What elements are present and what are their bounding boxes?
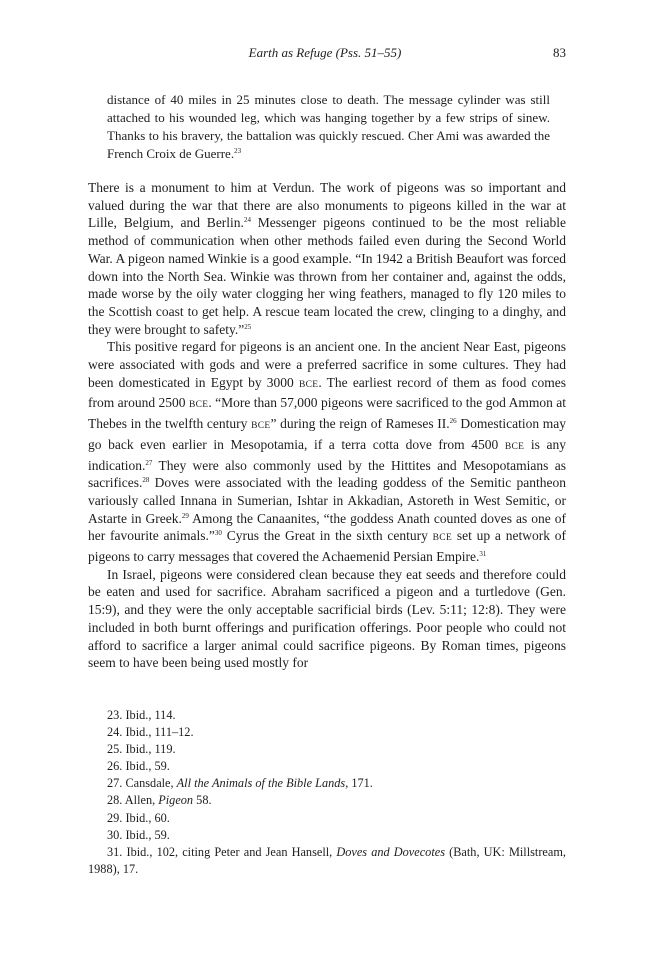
footnote-ref: 27 xyxy=(145,458,153,467)
text-run: is any indication. xyxy=(88,436,566,473)
footnote xyxy=(88,741,566,758)
text-run: ” during the reign of Rameses II. xyxy=(270,416,450,432)
text-run: , 171. xyxy=(345,776,373,791)
footnote xyxy=(88,775,566,792)
text-run: 25. Ibid., 119. xyxy=(107,742,176,757)
footnotes xyxy=(88,707,566,878)
text-run: 28. Allen, xyxy=(107,793,159,808)
body-paragraph xyxy=(88,338,566,565)
text-run: Among the Canaanites, “the goddess Anath counted doves as one of her favourite animals.” xyxy=(88,510,567,544)
era-abbreviation: BCE xyxy=(188,400,209,411)
body-paragraph xyxy=(88,566,566,672)
text-run: 29. Ibid., 60. xyxy=(107,810,170,825)
footnote xyxy=(88,792,566,809)
text-run: There is a monument to him at Verdun. The work of pigeons was so important and valued during the war that there are also monuments to pigeons killed in the war at Lille, Belgium, and Berlin. xyxy=(88,180,566,231)
text-run: . The earliest record of them as food comes from around 2500 xyxy=(88,374,566,411)
text-run: Domestication may go back even earlier in Mesopotamia, if a terra cotta dove from 4500 xyxy=(88,416,566,452)
text-run: In Israel, pigeons were considered clean because they eat seeds and therefore could be eaten and used for sacrifice. Abraham sacrificed a pigeon and a turtledove (Gen. 15:9), and they were the only acceptable sacrificial birds (Lev. 5:11; 12:8). They were included in both burnt offerings and purification offerings. Poor people who could not afford to sacrifice a larger animal could sacrifice pigeons. By Roman times, pigeons seem to have been being used mostly for xyxy=(88,566,566,671)
text-run: Doves were associated with the leading goddess of the Semitic pantheon variously called Innana in Sumerian, Ishtar in Akkadian, Astoreth in West Semitic, or Astarte in Greek. xyxy=(88,475,566,526)
text-run: Messenger pigeons continued to be the most reliable method of communication when other methods failed even during the Second World War. A pigeon named Winkie is a good example. “In 1942 a British Beaufort was forced down into the North Sea. Winkie was thrown from her container and, against the odds, made worse by the oily water clogging her wing feathers, managed to fly 120 miles to the Scottish coast to get help. A rescue team located the crew, clinging to a dinghy, and they were brought to safety.” xyxy=(88,215,566,337)
text-run: 23. Ibid., 114. xyxy=(107,708,176,722)
text-run: 58. xyxy=(193,793,212,808)
running-head xyxy=(0,45,650,65)
footnote-ref: 24 xyxy=(243,216,251,225)
footnote xyxy=(88,758,566,775)
era-abbreviation: BCE xyxy=(251,421,271,432)
footnote xyxy=(88,827,566,844)
body-text xyxy=(88,179,566,672)
page-number: 83 xyxy=(553,45,566,60)
footnote xyxy=(88,810,566,827)
footnote xyxy=(88,724,566,741)
book-title: Doves and Dovecotes xyxy=(336,844,445,859)
text-run: 24. Ibid., 111–12. xyxy=(107,725,194,740)
text-run: 26. Ibid., 59. xyxy=(107,759,170,774)
footnote-ref: 29 xyxy=(181,511,189,520)
book-title: Pigeon xyxy=(158,793,194,808)
text-run: set up a network of pigeons to carry messages that covered the Achaemenid Persian Empire. xyxy=(88,528,566,565)
body-paragraph xyxy=(88,179,566,338)
text-run: (Bath, UK: Millstream, 1988), 17. xyxy=(88,844,566,876)
text-run: 27. Cansdale, xyxy=(107,776,177,791)
era-abbreviation: BCE xyxy=(432,533,453,544)
era-abbreviation: BCE xyxy=(504,441,525,452)
era-abbreviation: BCE xyxy=(298,379,319,390)
footnote-ref: 28 xyxy=(142,476,150,485)
text-run: 30. Ibid., 59. xyxy=(107,827,170,842)
footnote-ref: 25 xyxy=(244,322,252,331)
text-run: This positive regard for pigeons is an ancient one. In the ancient Near East, pigeons were associated with gods and were a preferred sacrifice in some cultures. They had been domesticated in Egypt by 3000 xyxy=(88,339,566,390)
block-quote xyxy=(107,91,550,163)
footnote-ref: 31 xyxy=(479,550,487,559)
text-run: . “More than 57,000 pigeons were sacrificed to the god Ammon at Thebes in the twelfth century xyxy=(88,395,566,432)
text-run: 31. Ibid., 102, citing Peter and Jean Hansell, xyxy=(107,844,337,859)
footnote-ref: 26 xyxy=(449,417,457,426)
text-run: Cyrus the Great in the sixth century xyxy=(221,528,433,544)
text-run: They were also commonly used by the Hittites and Mesopotamians as sacrifices. xyxy=(88,457,566,491)
footnote xyxy=(88,844,566,878)
book-title: All the Animals of the Bible Lands xyxy=(176,776,346,791)
block-quote-text: distance of 40 miles in 25 minutes close to death. The message cylinder was still attached to his wounded leg, which was hanging together by a few strips of sinew. Thanks to his bravery, the battalion was quickly rescued. Cher Ami was awarded the French Croix de Guerre. xyxy=(107,92,550,161)
footnote-ref: 30 xyxy=(214,529,222,538)
running-title: Earth as Refuge (Pss. 51–55) xyxy=(248,45,402,60)
footnote-ref: 23 xyxy=(234,147,242,155)
footnote xyxy=(88,707,566,724)
